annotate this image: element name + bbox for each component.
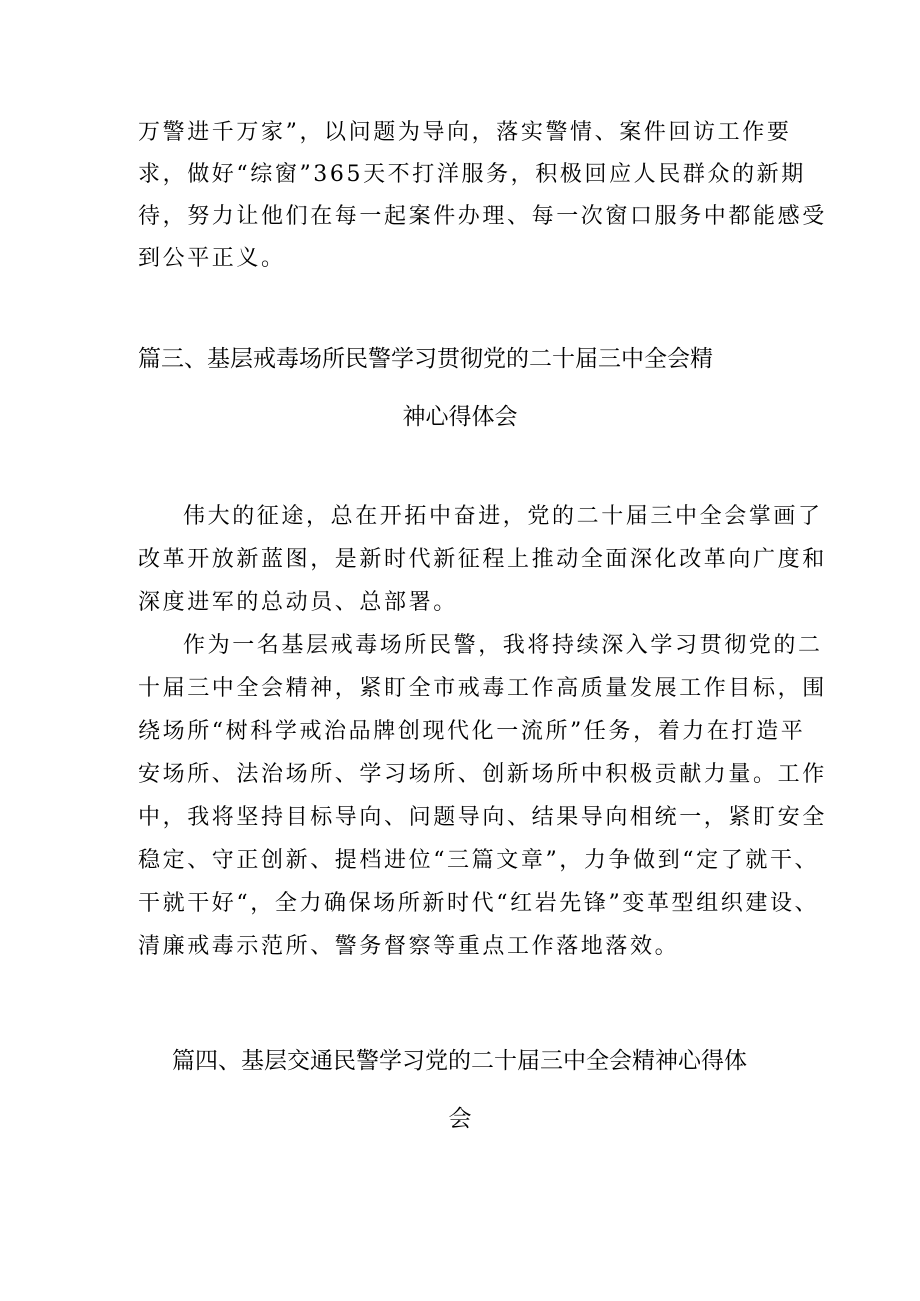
section3-p2-line-6: 稳定、守正创新、提档进位“三篇文章”，力争做到“定了就干、 (138, 848, 820, 873)
section3-p1-line-3: 深度进军的总动员、总部署。 (138, 590, 458, 615)
section3-p2-line-1: 作为一名基层戒毒场所民警，我将持续深入学习贯彻党的二 (183, 633, 823, 658)
section3-p2-line-3: 绕场所“树科学戒治品牌创现代化一流所”任务，着力在打造平 (138, 719, 806, 744)
section4-heading-line-2: 会 (448, 1106, 472, 1132)
intro-line-1: 万警进千万家”，以问题为导向，落实警情、案件回访工作要 (138, 120, 792, 145)
intro-line-2: 求，做好“综窗”365天不打洋服务，积极回应人民群众的新期 (138, 162, 806, 187)
section4-heading-line-1: 篇四、基层交通民警学习党的二十届三中全会精神心得体 (172, 1048, 747, 1074)
section3-p2-line-7: 干就干好“，全力确保场所新时代“红岩先锋”变革型组织建设、 (138, 891, 820, 916)
intro-line-4: 到公平正义。 (138, 246, 286, 271)
section3-p2-line-8: 清廉戒毒示范所、警务督察等重点工作落地落效。 (138, 934, 680, 959)
section3-p2-line-5: 中，我将坚持目标导向、问题导向、结果导向相统一，紧盯安全 (138, 805, 827, 830)
section3-p1-line-2: 改革开放新蓝图，是新时代新征程上推动全面深化改革向广度和 (138, 547, 827, 572)
section3-heading-line-2: 神心得体会 (402, 404, 518, 430)
section3-p2-line-2: 十届三中全会精神，紧盯全市戒毒工作高质量发展工作目标，围 (138, 676, 827, 701)
section3-heading-line-1: 篇三、基层戒毒场所民警学习贯彻党的二十届三中全会精 (138, 346, 713, 372)
section3-p1-line-1: 伟大的征途，总在开拓中奋进，党的二十届三中全会掌画了 (183, 504, 823, 529)
intro-line-3: 待，努力让他们在每一起案件办理、每一次窗口服务中都能感受 (138, 204, 827, 229)
section3-p2-line-4: 安场所、法治场所、学习场所、创新场所中积极贡献力量。工作 (138, 762, 827, 787)
